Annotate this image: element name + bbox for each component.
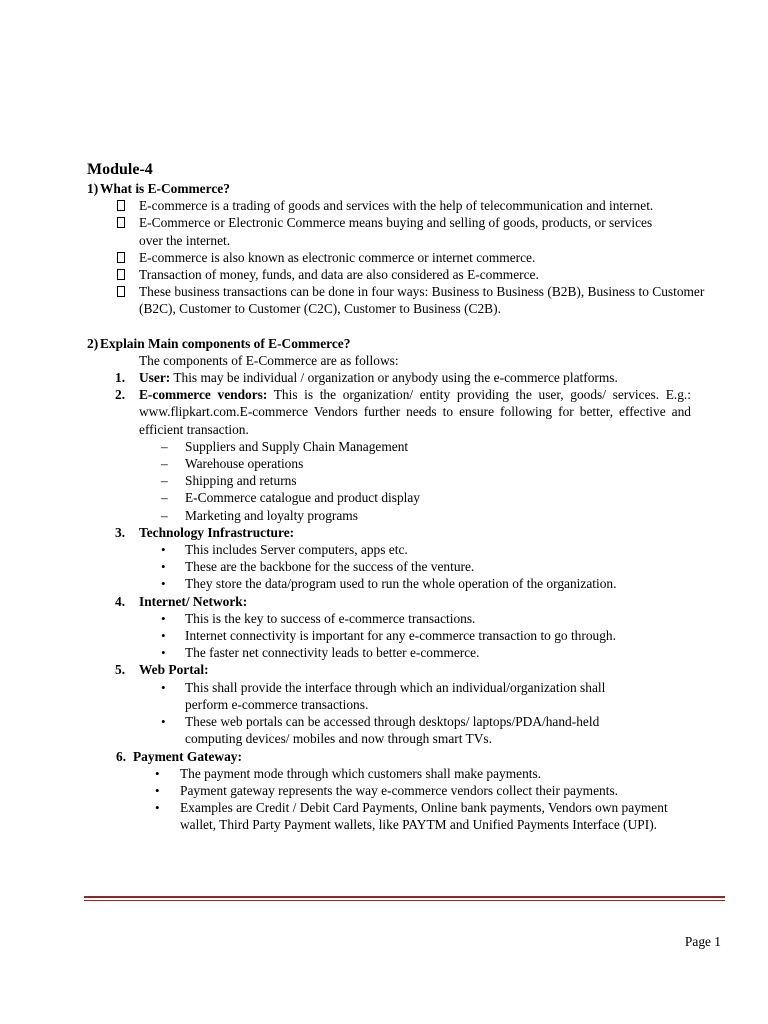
vendor-sublist <box>139 438 727 524</box>
item-number: 6. <box>116 748 127 764</box>
item-paragraph <box>139 386 727 438</box>
question-1-number: 1) <box>87 181 99 196</box>
sub-text: Suppliers and Supply Chain Management <box>185 438 409 454</box>
sub-text: Shipping and returns <box>185 473 297 489</box>
list-item <box>139 627 727 644</box>
list-item <box>139 455 727 472</box>
bullet-icon: • <box>155 800 160 816</box>
sub-text: They store the data/program used to run the whole operation of the organization. <box>185 576 617 592</box>
bullet-icon: • <box>161 576 166 592</box>
sub-text: This is the key to success of e-commerce transactions. <box>185 610 476 626</box>
dash-marker: – <box>161 438 168 454</box>
internet-sublist <box>139 610 727 662</box>
bullet-icon: • <box>161 714 166 730</box>
footer-rule <box>84 896 725 898</box>
question-2-number: 2) <box>87 335 99 351</box>
list-item <box>139 541 727 558</box>
list-item <box>133 782 687 799</box>
list-item <box>139 575 727 592</box>
bullet-icon: • <box>161 559 166 575</box>
list-item <box>87 249 727 266</box>
bullet-text: Transaction of money, funds, and data are also considered as E-commerce. <box>139 267 539 283</box>
item-number: 2. <box>115 387 126 403</box>
list-item <box>133 799 687 833</box>
sub-text: Warehouse operations <box>185 456 304 472</box>
bullet-icon: • <box>155 782 160 798</box>
bullet-icon: • <box>155 765 160 781</box>
unrendered-bullet-icon <box>117 286 125 297</box>
sub-text: These web portals can be accessed through desktops/ laptops/PDA/hand-held computing devices/ mobiles and now through smart TVs. <box>185 714 600 747</box>
item-number: 5. <box>115 662 126 678</box>
item-label: Technology Infrastructure: <box>139 524 295 540</box>
list-item <box>139 679 639 713</box>
unrendered-bullet-icon <box>117 217 125 228</box>
bullet-text: E-commerce is also known as electronic commerce or internet commerce. <box>139 249 536 265</box>
sub-text: E-Commerce catalogue and product display <box>185 490 420 506</box>
unrendered-bullet-icon <box>117 200 125 211</box>
bullet-icon: • <box>161 679 166 695</box>
web-portal-sublist <box>139 679 727 748</box>
component-web-portal <box>87 661 727 747</box>
sub-text: This shall provide the interface through which an individual/organization shall perform e-commerce transactions. <box>185 679 606 712</box>
question-1-heading <box>87 180 727 197</box>
list-item <box>87 283 727 317</box>
dash-marker: – <box>161 490 168 506</box>
item-label: Payment Gateway: <box>133 748 242 764</box>
list-item <box>139 558 727 575</box>
bullet-icon: • <box>161 610 166 626</box>
list-item <box>139 438 727 455</box>
page-number: Page 1 <box>684 934 721 949</box>
list-item <box>87 266 727 283</box>
question-1-title: What is E-Commerce? <box>100 181 230 196</box>
dash-marker: – <box>161 507 168 523</box>
unrendered-bullet-icon <box>117 252 125 263</box>
item-number: 4. <box>115 593 126 609</box>
sub-text: The payment mode through which customers shall make payments. <box>180 765 542 781</box>
item-text: This is the organization/ entity providing the user, goods/ services. E.g.: www.flipkart.com.E-commerce Vendors further needs to ensure following for better, effective and efficient transaction. <box>139 387 692 437</box>
sub-text: Examples are Credit / Debit Card Payments, Online bank payments, Vendors own payment wallet, Third Party Payment wallets, like PAYTM and Unified Payments Interface (UPI). <box>180 800 668 833</box>
item-label: Web Portal: <box>139 662 209 678</box>
item-number: 3. <box>115 524 126 540</box>
bullet-icon: • <box>161 628 166 644</box>
component-payment-gateway <box>87 748 727 834</box>
list-item <box>133 765 687 782</box>
question-2-title: Explain Main components of E-Commerce? <box>100 335 351 351</box>
list-item <box>87 214 727 248</box>
sub-text: The faster net connectivity leads to better e-commerce. <box>185 645 480 661</box>
bullet-text: These business transactions can be done in four ways: Business to Business (B2B), Business to Customer (B2C), Customer to Customer (C2C), Customer to Business (C2B). <box>139 284 705 317</box>
component-vendors <box>87 386 727 524</box>
item-label: Internet/ Network: <box>139 593 248 609</box>
sub-text: This includes Server computers, apps etc. <box>185 542 408 558</box>
sub-text: Payment gateway represents the way e-commerce vendors collect their payments. <box>180 782 619 798</box>
question-1-bullets <box>87 197 727 317</box>
item-number: 1. <box>115 370 126 386</box>
components-list <box>87 369 727 833</box>
question-2-intro: The components of E-Commerce are as follows: <box>139 352 399 368</box>
bullet-text: E-commerce is a trading of goods and services with the help of telecommunication and internet. <box>139 198 654 214</box>
component-technology <box>87 524 727 593</box>
item-label: E-commerce vendors: <box>139 387 268 403</box>
dash-marker: – <box>161 473 168 489</box>
footer-rule-thin <box>84 900 725 901</box>
sub-text: Marketing and loyalty programs <box>185 507 358 523</box>
question-2-heading <box>87 335 727 352</box>
component-user <box>87 369 727 386</box>
list-item <box>139 472 727 489</box>
bullet-icon: • <box>161 645 166 661</box>
technology-sublist <box>139 541 727 593</box>
list-item <box>139 489 727 506</box>
sub-text: These are the backbone for the success of the venture. <box>185 559 475 575</box>
list-item <box>87 197 727 214</box>
unrendered-bullet-icon <box>117 269 125 280</box>
payment-sublist <box>133 765 727 834</box>
sub-text: Internet connectivity is important for any e-commerce transaction to go through. <box>185 628 616 644</box>
list-item <box>139 713 639 747</box>
page-content <box>87 160 727 834</box>
bullet-text: E-Commerce or Electronic Commerce means buying and selling of goods, products, or services over the internet. <box>139 215 653 248</box>
bullet-icon: • <box>161 542 166 558</box>
list-item <box>139 507 727 524</box>
module-title: Module-4 <box>87 161 153 178</box>
list-item <box>139 610 727 627</box>
component-internet <box>87 593 727 662</box>
list-item <box>139 644 727 661</box>
item-label: User: <box>139 370 171 386</box>
dash-marker: – <box>161 456 168 472</box>
item-text: This may be individual / organization or anybody using the e-commerce platforms. <box>170 370 618 386</box>
